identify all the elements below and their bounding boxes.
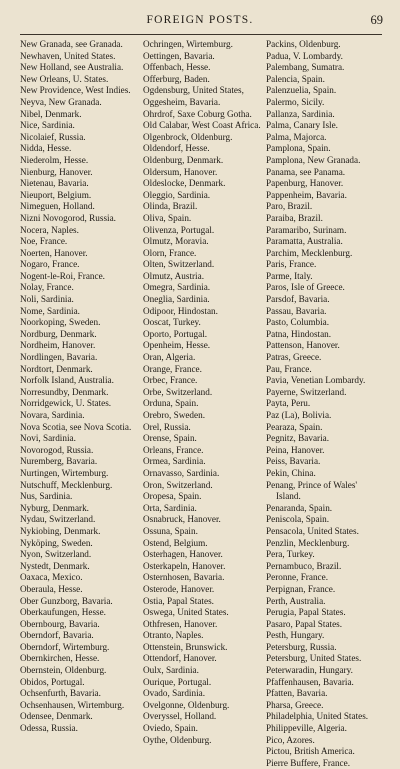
- index-entry: Pasto, Columbia.: [266, 317, 330, 328]
- index-entry: Orange, France.: [143, 363, 202, 374]
- index-entry: Parchim, Mecklenburg.: [266, 247, 353, 258]
- index-entry: Pavia, Venetian Lombardy.: [266, 375, 366, 386]
- index-entry: Osternhosen, Bavaria.: [143, 572, 225, 583]
- index-entry: Ornavasso, Sardinia.: [143, 467, 220, 478]
- index-entry: Peniscola, Spain.: [266, 514, 330, 525]
- index-entry: Overyssel, Holland.: [143, 711, 217, 722]
- index-entry: Nimeguen, Holland.: [20, 201, 95, 212]
- index-entry: Peina, Hanover.: [266, 444, 325, 455]
- index-entry: Odessa, Russia.: [20, 723, 78, 734]
- index-entry: Peterwaradin, Hungary.: [266, 665, 353, 676]
- index-entry: Paro, Brazil.: [266, 201, 313, 212]
- index-entry: Nogaro, France.: [20, 259, 80, 270]
- index-entry: Petersburg, United States.: [266, 653, 362, 664]
- index-entry: Pesth, Hungary.: [266, 630, 325, 641]
- index-entry: Oldenburg, Denmark.: [143, 154, 224, 165]
- index-entry: Olmutz, Moravia.: [143, 236, 209, 247]
- index-entry: Oberaula, Hesse.: [20, 583, 83, 594]
- index-entry: Paz (La), Bolivia.: [266, 410, 332, 420]
- index-entry: Palenzuelia, Spain.: [266, 85, 337, 96]
- index-entry: Noe, France.: [20, 236, 68, 247]
- index-entry: Olmutz, Austria.: [143, 270, 204, 281]
- index-entry: Olivenza, Portugal.: [143, 224, 215, 235]
- index-entry: Oporto, Portugal.: [143, 328, 208, 339]
- index-entry: Ogdensburg, United States,: [143, 85, 244, 96]
- index-entry: Pasaro, Papal States.: [266, 618, 343, 629]
- index-entry: Novorogod, Russia.: [20, 444, 94, 455]
- index-entry: Ourique, Portugal.: [143, 676, 212, 687]
- index-entry: Ober Gunzborg, Bavaria.: [20, 595, 113, 606]
- index-entry: Payta, Peru.: [266, 398, 311, 409]
- index-entry: Nocera, Naples.: [20, 224, 79, 235]
- index-entry: Oneglia, Sardinia.: [143, 294, 210, 305]
- index-entry: Oviedo, Spain.: [143, 723, 198, 734]
- index-entry: Pau, France.: [266, 363, 312, 374]
- index-entry: Penaranda, Spain.: [266, 502, 333, 513]
- index-entry: Ohrdrof, Saxe Coburg Gotha.: [143, 108, 252, 119]
- index-entry: Ovelgonne, Oldenburg.: [143, 699, 230, 710]
- index-entry: Palma, Majorca.: [266, 131, 327, 142]
- index-entry: Orbe, Switzerland.: [143, 386, 213, 397]
- index-column-3: [266, 39, 384, 769]
- page-header: [0, 10, 400, 30]
- index-entry: Orebro, Sweden.: [143, 410, 205, 420]
- index-entry: Nova Scotia, see Nova Scotia.: [20, 421, 132, 432]
- index-entry: Oaxaca, Mexico.: [20, 572, 83, 583]
- index-entry: Nurtingen, Wirtemburg.: [20, 467, 109, 478]
- index-entry: Novara, Sardinia.: [20, 410, 85, 420]
- index-entry: Otranto, Naples.: [143, 630, 204, 641]
- index-entry: Peiss, Bavaria.: [266, 456, 321, 467]
- index-entry: Pamplona, Spain.: [266, 143, 331, 154]
- index-entry: Oldersum, Hanover.: [143, 166, 218, 177]
- index-entry: Ottendorf, Hanover.: [143, 653, 217, 664]
- index-entry: Olgenbrock, Oldenburg.: [143, 131, 233, 142]
- index-entry: Odipoor, Hindostan.: [143, 305, 218, 316]
- index-entry: Pernambuco, Brazil.: [266, 560, 342, 571]
- index-entry: Orel, Russia.: [143, 421, 191, 432]
- index-entry: Pharsa, Greece.: [266, 699, 324, 710]
- index-entry: Nolay, France.: [20, 282, 74, 293]
- index-entry: Nome, Sardinia.: [20, 305, 80, 316]
- index-entry: Ottenstein, Brunswick.: [143, 641, 228, 652]
- index-entry: Pattenson, Hanover.: [266, 340, 340, 351]
- index-entry: Obernstein, Oldenburg.: [20, 665, 107, 676]
- index-entry: Niederolm, Hesse.: [20, 154, 89, 165]
- index-entry: Oron, Switzerland.: [143, 479, 213, 490]
- index-column-2: [143, 39, 261, 746]
- index-entry: Paris, France.: [266, 259, 317, 270]
- index-entry: Patna, Hindostan.: [266, 328, 332, 339]
- index-entry: Pierre Buffere, France.: [266, 757, 351, 768]
- index-entry: Osterhagen, Hanover.: [143, 549, 223, 560]
- index-entry: Payerne, Switzerland.: [266, 386, 347, 397]
- index-entry: Noli, Sardinia.: [20, 294, 74, 305]
- index-entry: Openheim, Hesse.: [143, 340, 211, 351]
- index-entry: Paros, Isle of Greece.: [266, 282, 345, 293]
- index-entry: Norfolk Island, Australia.: [20, 375, 114, 386]
- index-entry: Papenburg, Hanover.: [266, 178, 344, 189]
- index-entry: Nogent-le-Roi, France.: [20, 270, 105, 281]
- index-entry: Olorn, France.: [143, 247, 197, 258]
- index-entry: Novi, Sardinia.: [20, 433, 76, 444]
- index-entry: Oldeslocke, Denmark.: [143, 178, 226, 189]
- index-entry: Ooscat, Turkey.: [143, 317, 201, 328]
- index-entry: Packins, Oldenburg.: [266, 39, 341, 49]
- index-entry: Obernkirchen, Hesse.: [20, 653, 100, 664]
- index-entry: Nydau, Switzerland.: [20, 514, 96, 525]
- index-entry: Olinda, Brazil.: [143, 201, 198, 212]
- index-entry: Oran, Algeria.: [143, 352, 196, 363]
- index-entry: Panama, see Panama.: [266, 166, 346, 177]
- index-entry: Noorkoping, Sweden.: [20, 317, 101, 328]
- index-entry: Norresundby, Denmark.: [20, 386, 109, 397]
- index-entry: Perugia, Papal States.: [266, 607, 346, 618]
- index-entry: Othfresen, Hanover.: [143, 618, 218, 629]
- index-entry: Palembang, Sumatra.: [266, 62, 345, 73]
- index-entry: New Granada, see Granada.: [20, 39, 123, 49]
- header-rule: [20, 34, 382, 35]
- index-entry: Paraiba, Brazil.: [266, 212, 323, 223]
- index-entry: Pappenheim, Bavaria.: [266, 189, 347, 200]
- index-entry: Nibel, Denmark.: [20, 108, 82, 119]
- index-entry: Patras, Greece.: [266, 352, 322, 363]
- index-entry: Pfaffenhausen, Bavaria.: [266, 676, 354, 687]
- index-entry: Newhaven, United States.: [20, 50, 116, 61]
- index-entry: Ostia, Papal States.: [143, 595, 214, 606]
- index-entry: Nordtort, Denmark.: [20, 363, 93, 374]
- index-columns: [20, 39, 384, 768]
- index-entry: Oettingen, Bavaria.: [143, 50, 215, 61]
- index-entry: Nietenau, Bavaria.: [20, 178, 89, 189]
- running-head: FOREIGN POSTS.: [146, 14, 254, 26]
- index-entry: Oropesa, Spain.: [143, 491, 202, 502]
- index-entry: Nuremberg, Bavaria.: [20, 456, 98, 467]
- index-entry: Passau, Bavaria.: [266, 305, 327, 316]
- index-entry: Perth, Australia.: [266, 595, 326, 606]
- index-entry: Nicolaief, Russia.: [20, 131, 86, 142]
- index-entry: Pamplona, New Granada.: [266, 154, 361, 165]
- index-entry: Palma, Canary Isle.: [266, 120, 338, 131]
- index-entry: Offerburg, Baden.: [143, 73, 210, 84]
- index-entry: Norridgewick, U. States.: [20, 398, 112, 409]
- index-entry: New Orleans, U. States.: [20, 73, 109, 84]
- index-entry: Old Calabar, West Coast Africa.: [143, 120, 261, 131]
- index-entry: Perpignan, France.: [266, 583, 336, 594]
- index-entry: Nutschuff, Mecklenburg.: [20, 479, 113, 490]
- index-entry: Oberkaufungen, Hesse.: [20, 607, 106, 618]
- index-entry: Nordburg, Denmark.: [20, 328, 97, 339]
- index-entry: Orta, Sardinia.: [143, 502, 197, 513]
- index-entry: Padua, V. Lombardy.: [266, 50, 343, 61]
- index-entry: Offenbach, Hesse.: [143, 62, 211, 73]
- index-entry: Pegnitz, Bavaria.: [266, 433, 330, 444]
- index-entry: Nordheim, Hanover.: [20, 340, 96, 351]
- index-entry: Nyköping, Sweden.: [20, 537, 93, 548]
- index-entry: Nus, Sardinia.: [20, 491, 73, 502]
- index-entry: Nyburg, Denmark.: [20, 502, 89, 513]
- index-entry: Parme, Italy.: [266, 270, 313, 281]
- index-column-1: [20, 39, 138, 735]
- index-entry: Ostend, Belgium.: [143, 537, 208, 548]
- index-entry: Orense, Spain.: [143, 433, 197, 444]
- index-entry: Ossuna, Spain.: [143, 525, 198, 536]
- index-entry: Neyva, New Granada.: [20, 96, 102, 107]
- index-entry: Nice, Sardinia.: [20, 120, 75, 131]
- index-entry: Oythe, Oldenburg.: [143, 734, 212, 745]
- index-entry: Pictou, British America.: [266, 746, 355, 757]
- index-entry: Osnabruck, Hanover.: [143, 514, 221, 525]
- index-entry: Noerten, Hanover.: [20, 247, 88, 258]
- index-entry: Oggesheim, Bavaria.: [143, 96, 221, 107]
- index-entry: Ochsenfurth, Bavaria.: [20, 688, 101, 699]
- index-entry: Penang, Prince of Wales' Island.: [266, 479, 358, 502]
- index-entry: Penzlin, Mecklenburg.: [266, 537, 350, 548]
- index-entry: Pico, Azores.: [266, 734, 315, 745]
- index-entry: Ochringen, Wirtemburg.: [143, 39, 233, 49]
- index-entry: Oswega, United States.: [143, 607, 229, 618]
- index-entry: Ormea, Sardinia.: [143, 456, 206, 467]
- index-entry: Pensacola, United States.: [266, 525, 359, 536]
- index-entry: Orleans, France.: [143, 444, 204, 455]
- index-entry: Peronne, France.: [266, 572, 328, 583]
- index-entry: Paramaribo, Surinam.: [266, 224, 347, 235]
- index-entry: Omegra, Sardinia.: [143, 282, 211, 293]
- index-entry: Ovado, Sardinia.: [143, 688, 206, 699]
- index-entry: Palencia, Spain.: [266, 73, 325, 84]
- index-entry: Pekin, China.: [266, 467, 316, 478]
- index-entry: Petersburg, Russia.: [266, 641, 337, 652]
- index-entry: Oldendorf, Hesse.: [143, 143, 210, 154]
- index-entry: Nieuport, Belgium.: [20, 189, 92, 200]
- index-entry: Nienburg, Hanover.: [20, 166, 93, 177]
- index-entry: Osterode, Hanover.: [143, 583, 215, 594]
- index-entry: Oulx, Sardinia.: [143, 665, 199, 676]
- index-entry: Odensee, Denmark.: [20, 711, 93, 722]
- page-number: 69: [370, 13, 383, 27]
- index-entry: Nizni Novogorod, Russia.: [20, 212, 116, 223]
- index-entry: Nyon, Switzerland.: [20, 549, 92, 560]
- index-entry: Oberndorf, Bavaria.: [20, 630, 94, 641]
- index-entry: Orduna, Spain.: [143, 398, 199, 409]
- index-entry: Osterkapeln, Hanover.: [143, 560, 226, 571]
- index-entry: Nordlingen, Bavaria.: [20, 352, 98, 363]
- index-entry: Obidos, Portugal.: [20, 676, 85, 687]
- index-entry: Pera, Turkey.: [266, 549, 315, 560]
- index-entry: Oberndorf, Wirtemburg.: [20, 641, 110, 652]
- index-entry: Pfatten, Bavaria.: [266, 688, 328, 699]
- index-entry: New Holland, see Australia.: [20, 62, 124, 73]
- index-entry: Paramatta, Australia.: [266, 236, 343, 247]
- index-entry: Parsdof, Bavaria.: [266, 294, 330, 305]
- index-entry: Olten, Switzerland.: [143, 259, 215, 270]
- index-entry: Oleggio, Sardinia.: [143, 189, 211, 200]
- index-entry: Oliva, Spain.: [143, 212, 192, 223]
- index-entry: Nidda, Hesse.: [20, 143, 72, 154]
- index-entry: New Providence, West Indies.: [20, 85, 131, 96]
- index-entry: Nykiobing, Denmark.: [20, 525, 101, 536]
- index-entry: Philippeville, Algeria.: [266, 723, 347, 734]
- index-entry: Orbec, France.: [143, 375, 198, 386]
- index-entry: Pearaza, Spain.: [266, 421, 323, 432]
- index-entry: Pallanza, Sardinia.: [266, 108, 335, 119]
- index-entry: Nystedt, Denmark.: [20, 560, 90, 571]
- index-entry: Palermo, Sicily.: [266, 96, 325, 107]
- index-entry: Obernbourg, Bavaria.: [20, 618, 100, 629]
- index-entry: Ochsenhausen, Wirtemburg.: [20, 699, 125, 710]
- index-entry: Philadelphia, United States.: [266, 711, 369, 722]
